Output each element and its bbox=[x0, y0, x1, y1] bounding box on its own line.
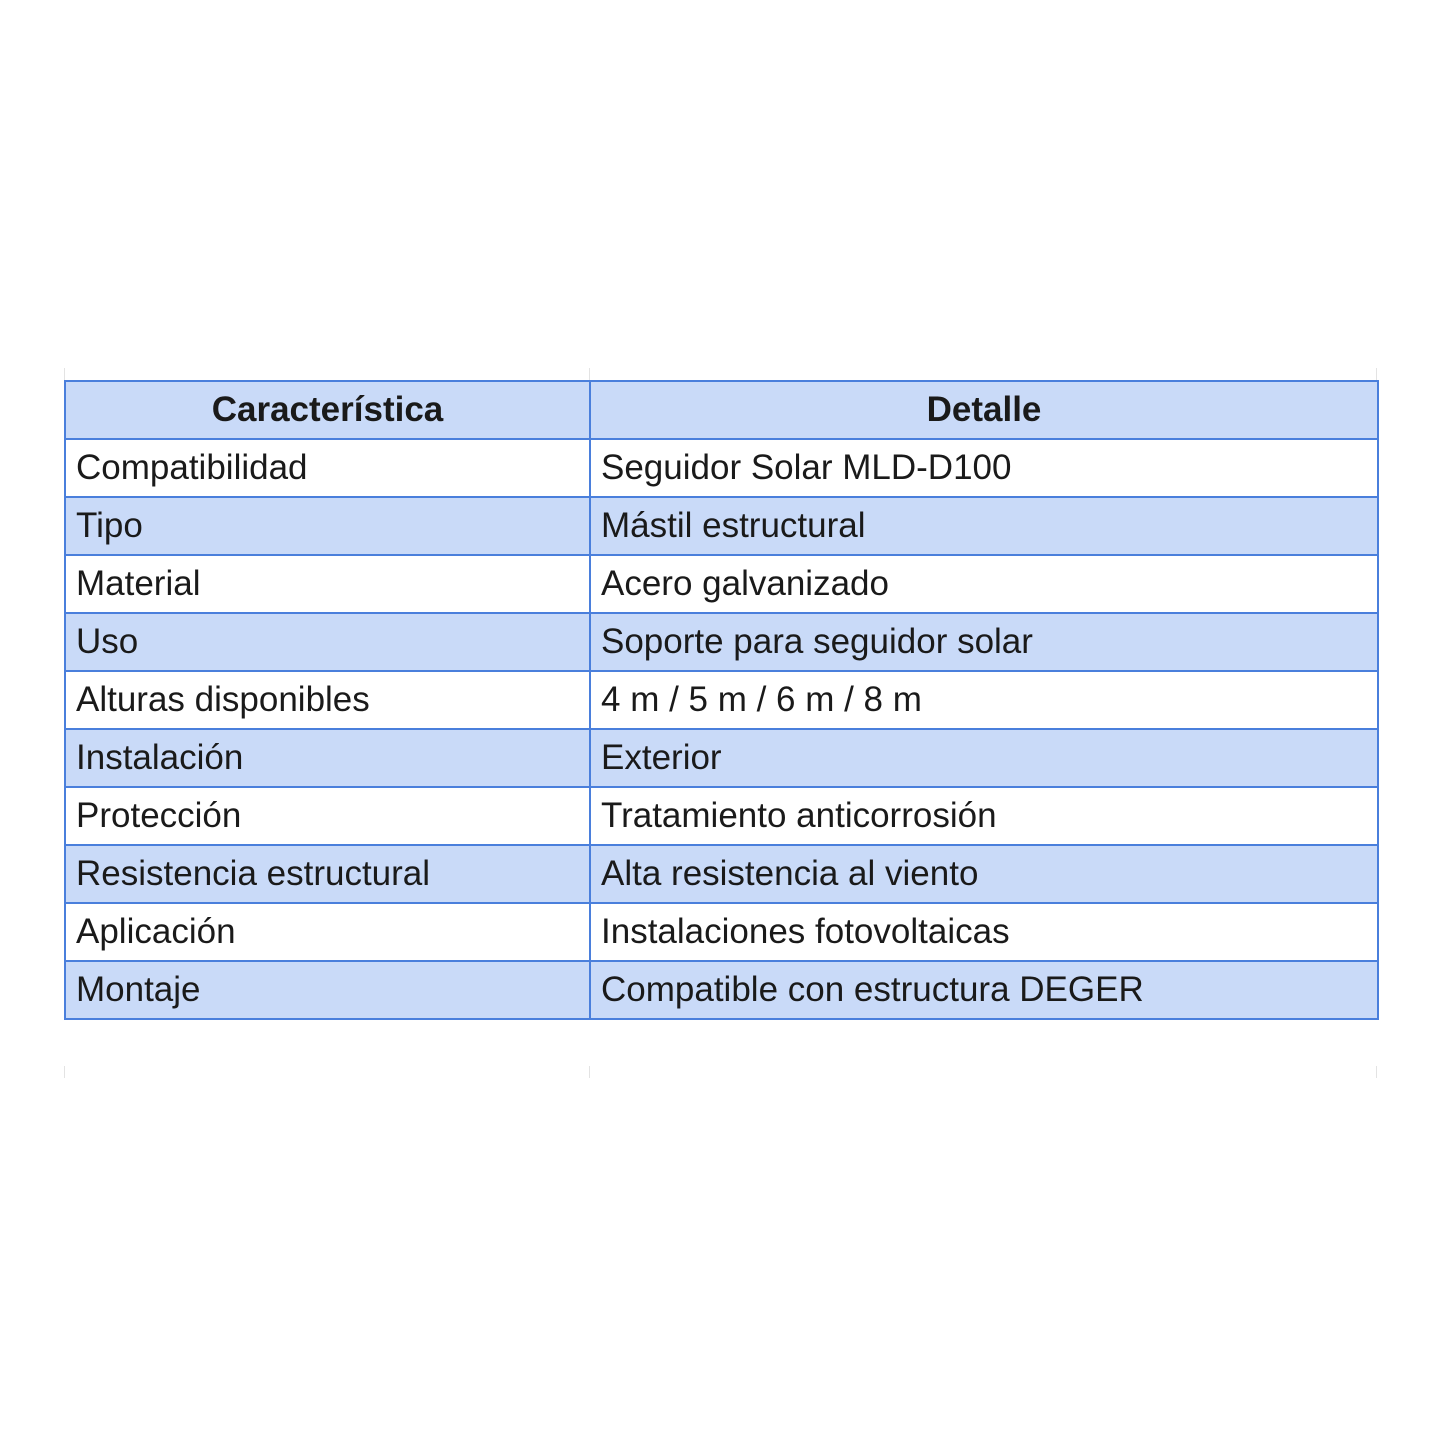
cell-detalle[interactable]: Tratamiento anticorrosión bbox=[590, 787, 1378, 845]
cell-detalle[interactable]: Compatible con estructura DEGER bbox=[590, 961, 1378, 1019]
cell-detalle[interactable]: Soporte para seguidor solar bbox=[590, 613, 1378, 671]
cell-detalle[interactable]: Mástil estructural bbox=[590, 497, 1378, 555]
spec-table bbox=[64, 380, 1379, 1020]
cell-caracteristica[interactable]: Tipo bbox=[65, 497, 590, 555]
cell-detalle[interactable]: Seguidor Solar MLD-D100 bbox=[590, 439, 1378, 497]
table-row bbox=[65, 555, 1378, 613]
table-row bbox=[65, 613, 1378, 671]
table-row bbox=[65, 845, 1378, 903]
cell-detalle[interactable]: 4 m / 5 m / 6 m / 8 m bbox=[590, 671, 1378, 729]
cell-caracteristica[interactable]: Instalación bbox=[65, 729, 590, 787]
cell-caracteristica[interactable]: Montaje bbox=[65, 961, 590, 1019]
table-row bbox=[65, 729, 1378, 787]
spreadsheet-area bbox=[58, 368, 1388, 1080]
gridline bbox=[1376, 368, 1377, 380]
cell-caracteristica[interactable]: Resistencia estructural bbox=[65, 845, 590, 903]
cell-caracteristica[interactable]: Uso bbox=[65, 613, 590, 671]
gridline bbox=[64, 1066, 65, 1078]
cell-caracteristica[interactable]: Compatibilidad bbox=[65, 439, 590, 497]
table-row bbox=[65, 903, 1378, 961]
table-header-row bbox=[65, 381, 1378, 439]
cell-caracteristica[interactable]: Protección bbox=[65, 787, 590, 845]
gridline bbox=[64, 368, 65, 380]
cell-detalle[interactable]: Instalaciones fotovoltaicas bbox=[590, 903, 1378, 961]
cell-detalle[interactable]: Exterior bbox=[590, 729, 1378, 787]
cell-caracteristica[interactable]: Alturas disponibles bbox=[65, 671, 590, 729]
table-row bbox=[65, 671, 1378, 729]
gridline bbox=[589, 368, 590, 380]
cell-detalle[interactable]: Acero galvanizado bbox=[590, 555, 1378, 613]
cell-detalle[interactable]: Alta resistencia al viento bbox=[590, 845, 1378, 903]
table-row bbox=[65, 961, 1378, 1019]
header-caracteristica[interactable]: Característica bbox=[65, 381, 590, 439]
table-row bbox=[65, 787, 1378, 845]
cell-caracteristica[interactable]: Material bbox=[65, 555, 590, 613]
cell-caracteristica[interactable]: Aplicación bbox=[65, 903, 590, 961]
gridline bbox=[1376, 1066, 1377, 1078]
table-row bbox=[65, 497, 1378, 555]
table-row bbox=[65, 439, 1378, 497]
gridline bbox=[589, 1066, 590, 1078]
header-detalle[interactable]: Detalle bbox=[590, 381, 1378, 439]
